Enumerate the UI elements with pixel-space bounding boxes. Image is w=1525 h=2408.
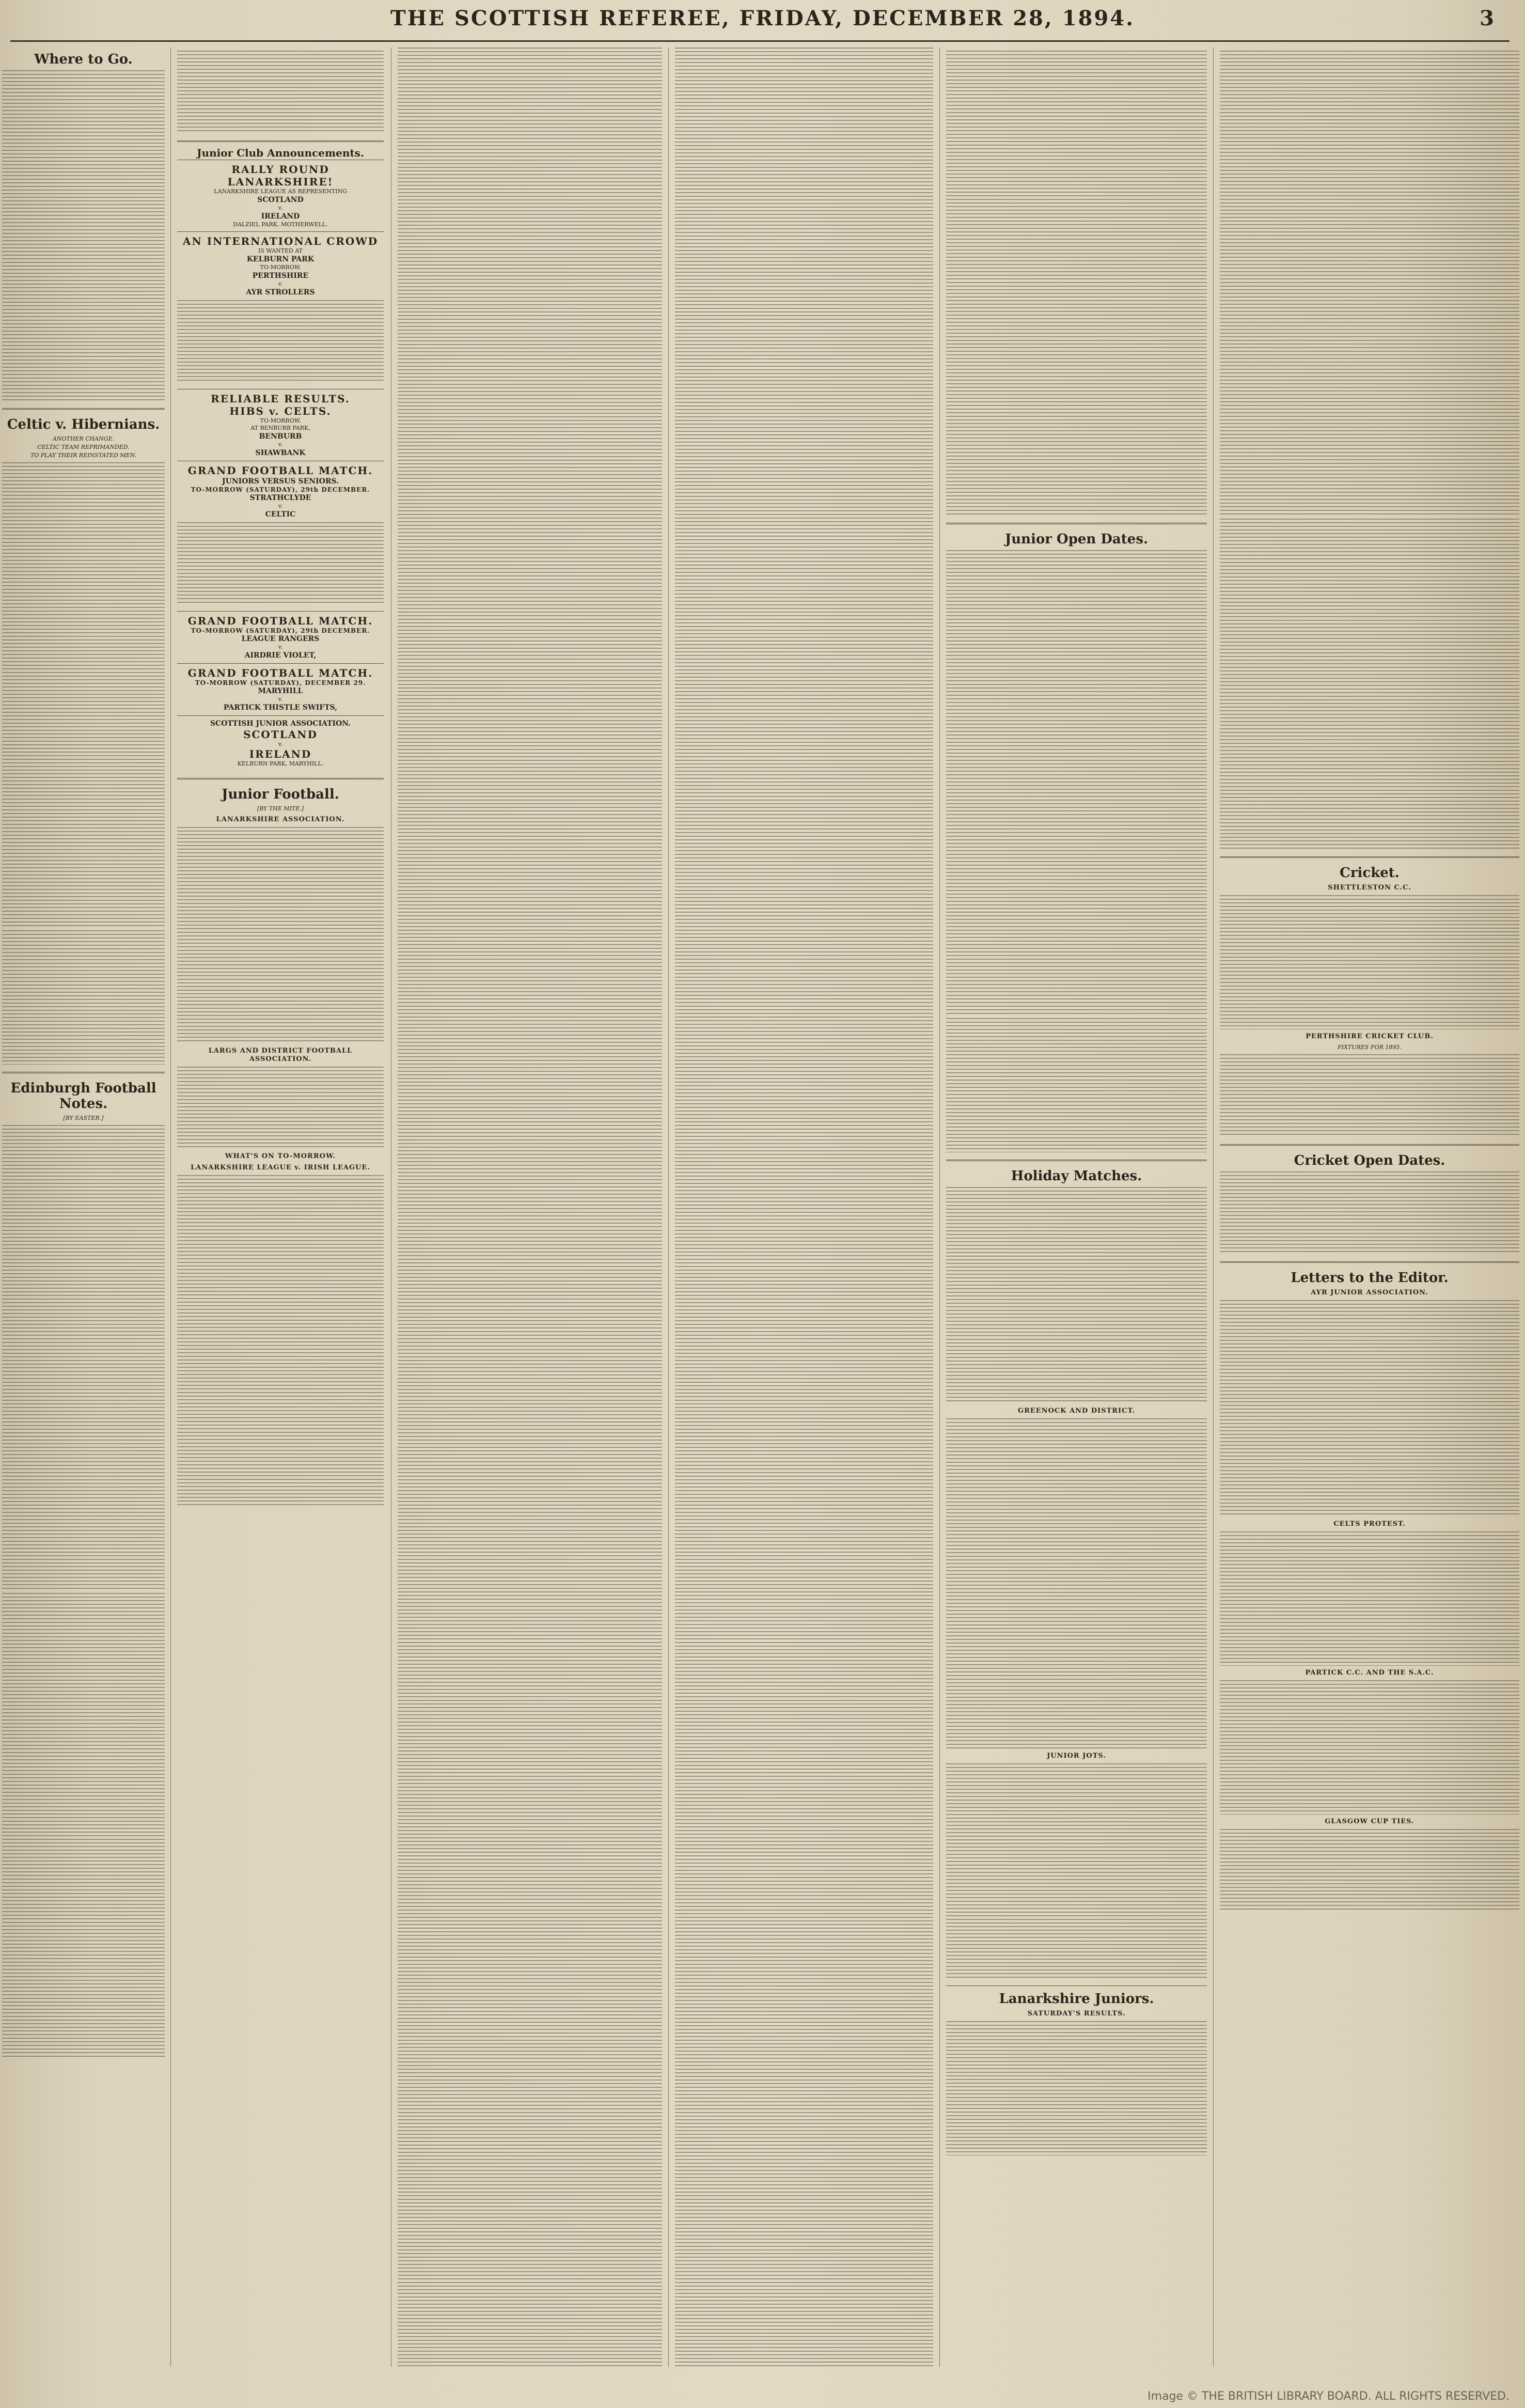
subhead-saturdays-results: SATURDAY'S RESULTS. bbox=[1027, 2010, 1126, 2018]
article-continued bbox=[946, 51, 1207, 515]
letter-ayr-junior bbox=[1220, 1300, 1519, 1517]
match-listings-cont bbox=[675, 48, 933, 2367]
open-dates-list-cont bbox=[946, 1018, 1207, 1152]
ad-team: PARTICK THISTLE SWIFTS, bbox=[223, 703, 338, 712]
ad-details bbox=[177, 522, 384, 605]
masthead-title: THE SCOTTISH REFEREE, FRIDAY, DECEMBER 28, 1894. bbox=[390, 6, 1135, 30]
subhead-junior-jots: JUNIOR JOTS. bbox=[1047, 1752, 1106, 1760]
subhead-lanarkshire-assoc: LANARKSHIRE ASSOCIATION. bbox=[216, 816, 345, 823]
ad-venue: KELBURN PARK, MARYHILL. bbox=[237, 760, 324, 767]
subhead-reinstated: TO PLAY THEIR REINSTATED MEN. bbox=[30, 452, 137, 459]
article-continued bbox=[1220, 51, 1519, 515]
ad-line: IS WANTED AT bbox=[258, 247, 303, 254]
ad-headline: GRAND FOOTBALL MATCH. bbox=[187, 615, 373, 627]
ad-grand-match-strathclyde bbox=[177, 461, 384, 611]
divider bbox=[946, 523, 1207, 524]
letter-celts-protest bbox=[1220, 1531, 1519, 1666]
image-credit: Image © THE BRITISH LIBRARY BOARD. ALL RIGHTS RESERVED. bbox=[1147, 2390, 1510, 2403]
divider bbox=[1220, 856, 1519, 858]
ad-team: PERTHSHIRE bbox=[252, 272, 309, 280]
divider bbox=[1220, 1144, 1519, 1146]
subhead-perthshire-cricket: PERTHSHIRE CRICKET CLUB. bbox=[1306, 1033, 1434, 1040]
ad-team: SCOTLAND bbox=[243, 728, 318, 741]
ad-versus: v. bbox=[278, 205, 283, 211]
article-junior-jots bbox=[946, 1763, 1207, 1980]
ad-date: TO-MORROW (SATURDAY), DECEMBER 29. bbox=[195, 679, 366, 686]
byline-mite: [BY THE MITE.] bbox=[257, 805, 304, 812]
ad-headline: RELIABLE RESULTS. bbox=[211, 393, 350, 405]
ad-team: BENBURB bbox=[259, 432, 302, 441]
letter-partick-cc bbox=[1220, 1680, 1519, 1815]
article-edinburgh-notes-cont bbox=[2, 1593, 165, 2058]
ad-team: SHAWBANK bbox=[255, 449, 306, 457]
ad-line: LANARKSHIRE LEAGUE AS REPRESENTING bbox=[214, 188, 347, 195]
cricket-open-dates-list bbox=[1220, 1171, 1519, 1254]
heading-letters: Letters to the Editor. bbox=[1291, 1270, 1449, 1286]
ad-team: CELTIC bbox=[265, 510, 296, 519]
heading-celtic-hibernians: Celtic v. Hibernians. bbox=[7, 417, 160, 432]
open-dates-list bbox=[946, 550, 1207, 1015]
ad-venue: AT BENBURB PARK, bbox=[250, 425, 310, 431]
subhead-glasgow-cup: GLASGOW CUP TIES. bbox=[1325, 1818, 1414, 1825]
ad-grand-match-maryhill bbox=[177, 663, 384, 715]
heading-lanarkshire-juniors: Lanarkshire Juniors. bbox=[999, 1991, 1154, 2007]
fixtures-table bbox=[1220, 1054, 1519, 1137]
ad-team: MARYHILL bbox=[258, 687, 303, 695]
ad-headline: GRAND FOOTBALL MATCH. bbox=[187, 667, 373, 679]
ad-reliable-results bbox=[177, 389, 384, 461]
subhead-fixtures: FIXTURES FOR 1895. bbox=[1338, 1044, 1402, 1051]
article-holiday-matches bbox=[946, 1187, 1207, 1404]
article-largs bbox=[177, 1067, 384, 1149]
article-glasgow-cup bbox=[1220, 1829, 1519, 1912]
column-2 bbox=[170, 48, 390, 2367]
results-table bbox=[946, 2021, 1207, 2155]
ad-team: LEAGUE RANGERS bbox=[241, 635, 320, 643]
article-continued bbox=[177, 51, 384, 133]
divider bbox=[2, 408, 165, 410]
ad-grand-match-league-rangers bbox=[177, 611, 384, 663]
fixtures-list bbox=[2, 70, 165, 401]
article-celtic-hibernians bbox=[2, 462, 165, 927]
ad-international-crowd bbox=[177, 231, 384, 389]
article-shettleston bbox=[1220, 895, 1519, 1029]
heading-junior-football: Junior Football. bbox=[222, 787, 339, 802]
ad-date: TO-MORROW (SATURDAY), 29th DECEMBER. bbox=[191, 486, 370, 493]
match-listings bbox=[398, 48, 662, 2367]
divider bbox=[177, 140, 384, 142]
ad-versus: v. bbox=[278, 696, 283, 702]
divider bbox=[177, 778, 384, 779]
ad-details bbox=[177, 300, 384, 383]
ad-versus: v. bbox=[278, 644, 283, 650]
ad-teams: HIBS v. CELTS. bbox=[229, 405, 332, 417]
byline-easter: [BY EASTER.] bbox=[63, 1115, 104, 1121]
heading-cricket-open-dates: Cricket Open Dates. bbox=[1294, 1153, 1445, 1168]
subhead-ayr-junior: AYR JUNIOR ASSOCIATION. bbox=[1311, 1289, 1428, 1296]
subhead-largs: LARGS AND DISTRICT FOOTBALL ASSOCIATION. bbox=[208, 1047, 353, 1063]
ad-versus: v. bbox=[278, 280, 283, 287]
ad-headline: RALLY ROUND LANARKSHIRE! bbox=[227, 163, 334, 188]
ad-venue: KELBURN PARK bbox=[246, 255, 315, 263]
ad-date: TO-MORROW. bbox=[260, 264, 301, 271]
column-1 bbox=[0, 48, 170, 2367]
article-continued-2 bbox=[1220, 519, 1519, 849]
ad-team: SCOTLAND bbox=[257, 196, 304, 204]
article-edinburgh-notes bbox=[2, 1125, 165, 1590]
ad-headline: GRAND FOOTBALL MATCH. bbox=[187, 464, 373, 477]
subhead-greenock: GREENOCK AND DISTRICT. bbox=[1017, 1407, 1136, 1415]
ad-versus: v. bbox=[278, 741, 283, 747]
ad-date: TO-MORROW (SATURDAY), 29th DECEMBER. bbox=[191, 627, 370, 634]
subhead-whats-on: WHAT'S ON TO-MORROW. bbox=[225, 1152, 336, 1160]
divider bbox=[946, 1160, 1207, 1161]
article-lanarkshire-assoc bbox=[177, 827, 384, 1044]
team-lineups bbox=[2, 930, 165, 1065]
ad-versus: v. bbox=[278, 441, 283, 448]
subhead-reprimanded: CELTIC TEAM REPRIMANDED. bbox=[37, 444, 130, 450]
heading-where-to-go: Where to Go. bbox=[34, 52, 133, 67]
ad-headline: SCOTTISH JUNIOR ASSOCIATION. bbox=[210, 720, 351, 728]
subhead-shettleston: SHETTLESTON C.C. bbox=[1328, 884, 1411, 892]
ad-versus: v. bbox=[278, 503, 283, 509]
page-number: 3 bbox=[1480, 6, 1494, 30]
ad-date: TO-MORROW. bbox=[260, 417, 301, 424]
article-whats-on bbox=[177, 1175, 384, 1506]
ad-venue: DALZIEL PARK, MOTHERWELL. bbox=[233, 221, 328, 228]
top-rule bbox=[10, 40, 1510, 42]
divider bbox=[2, 1072, 165, 1073]
subhead-celts-protest: CELTS PROTEST. bbox=[1333, 1520, 1406, 1528]
heading-holiday-matches: Holiday Matches. bbox=[1011, 1168, 1142, 1184]
heading-cricket: Cricket. bbox=[1340, 865, 1400, 881]
heading-junior-club-announcements: Junior Club Announcements. bbox=[197, 147, 364, 159]
ad-headline: AN INTERNATIONAL CROWD bbox=[182, 235, 379, 247]
ad-team: STRATHCLYDE bbox=[249, 494, 311, 502]
subhead-lanarkshire-league: LANARKSHIRE LEAGUE v. IRISH LEAGUE. bbox=[191, 1164, 370, 1171]
ad-line: JUNIORS VERSUS SENIORS. bbox=[222, 477, 339, 486]
article-greenock bbox=[946, 1418, 1207, 1749]
column-5 bbox=[939, 48, 1213, 2367]
column-4 bbox=[668, 48, 939, 2367]
column-3 bbox=[391, 48, 668, 2367]
heading-junior-open-dates: Junior Open Dates. bbox=[1004, 531, 1149, 547]
ad-team: AIRDRIE VIOLET, bbox=[244, 651, 317, 660]
heading-edinburgh-notes: Edinburgh Football Notes. bbox=[10, 1081, 156, 1112]
ad-scottish-junior-assoc bbox=[177, 715, 384, 771]
divider bbox=[946, 1985, 1207, 1986]
ad-team: AYR STROLLERS bbox=[246, 288, 315, 296]
divider bbox=[1220, 1261, 1519, 1263]
ad-team: IRELAND bbox=[261, 212, 300, 221]
subhead-another-change: ANOTHER CHANGE. bbox=[52, 435, 115, 442]
ad-team: IRELAND bbox=[249, 748, 312, 760]
ad-lanarkshire bbox=[177, 160, 384, 231]
subhead-partick-cc: PARTICK C.C. AND THE S.A.C. bbox=[1305, 1669, 1434, 1677]
column-6 bbox=[1213, 48, 1525, 2367]
